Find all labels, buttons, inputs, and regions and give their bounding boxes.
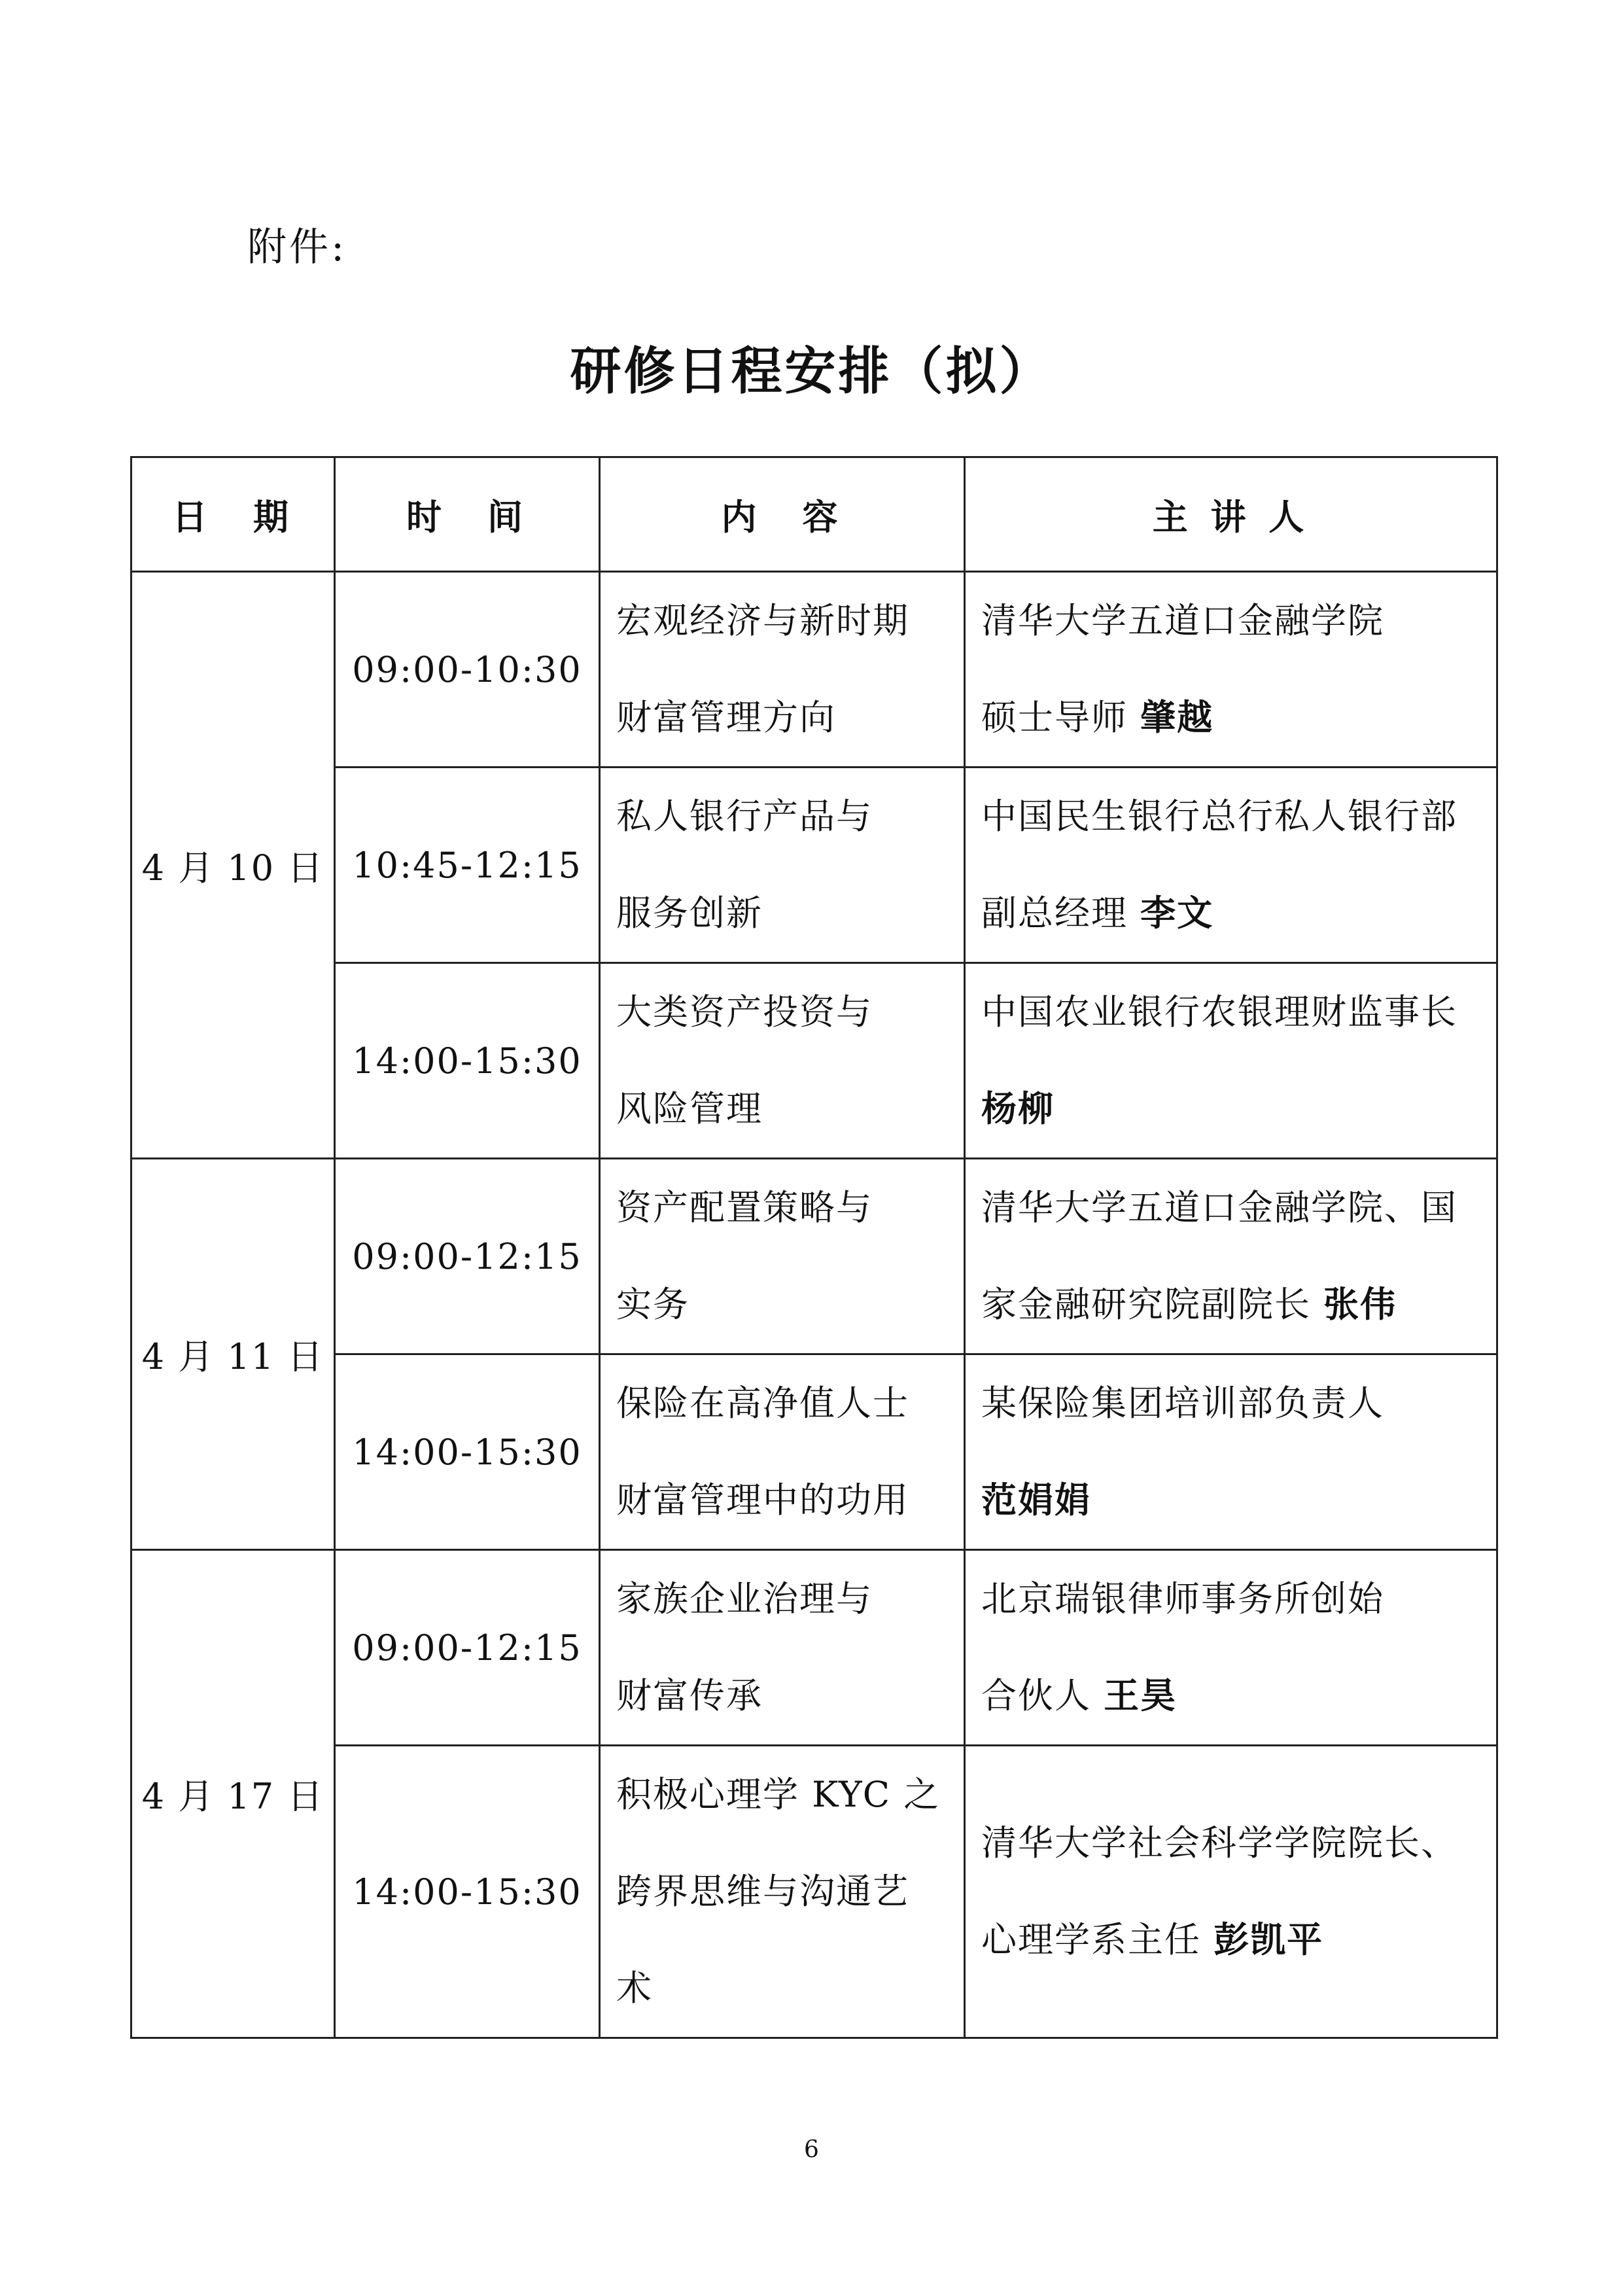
speaker-cell <box>965 1354 1497 1550</box>
speaker-line: 清华大学五道口金融学院 <box>981 600 1384 641</box>
table-row <box>131 1354 1497 1550</box>
speaker-line <box>981 1061 1480 1157</box>
header-content: 内 容 <box>600 457 965 572</box>
date-cell: 4 月 17 日 <box>131 1550 335 2038</box>
content-line: 跨界思维与沟通艺 <box>616 1871 909 1912</box>
schedule-table <box>130 456 1498 2039</box>
speaker-name: 张伟 <box>1323 1284 1397 1325</box>
speaker-name: 李文 <box>1140 892 1214 934</box>
header-time: 时 间 <box>335 457 600 572</box>
content-line: 积极心理学 KYC 之 <box>616 1774 941 1815</box>
content-line: 术 <box>616 1968 653 2009</box>
speaker-cell <box>965 963 1497 1159</box>
speaker-cell <box>965 1159 1497 1354</box>
speaker-line: 某保险集团培训部负责人 <box>981 1383 1384 1424</box>
content-line: 实务 <box>616 1284 689 1325</box>
table-row <box>131 1550 1497 1746</box>
speaker-line <box>981 1892 1480 1988</box>
content-line: 财富管理中的功用 <box>616 1479 909 1521</box>
speaker-line <box>981 1648 1480 1744</box>
speaker-cell <box>965 1550 1497 1746</box>
content-line: 保险在高净值人士 <box>616 1383 909 1424</box>
attachment-label: 附件: <box>247 224 347 270</box>
content-line: 服务创新 <box>616 892 763 934</box>
content-cell <box>600 768 965 963</box>
content-line: 宏观经济与新时期 <box>616 600 909 641</box>
speaker-title: 心理学系主任 <box>981 1919 1214 1960</box>
speaker-cell <box>965 1746 1497 2038</box>
header-date: 日 期 <box>131 457 335 572</box>
speaker-title: 合伙人 <box>981 1675 1104 1716</box>
time-cell: 09:00-12:15 <box>335 1550 600 1746</box>
speaker-line <box>981 1452 1480 1549</box>
content-cell <box>600 1354 965 1550</box>
table-header-row <box>131 457 1497 572</box>
time-cell: 14:00-15:30 <box>335 963 600 1159</box>
speaker-line <box>981 669 1480 766</box>
speaker-line <box>981 865 1480 962</box>
table-row <box>131 1746 1497 2038</box>
table-row <box>131 1159 1497 1354</box>
speaker-line: 中国农业银行农银理财监事长 <box>981 991 1457 1033</box>
content-line: 风险管理 <box>616 1088 763 1129</box>
page-title: 研修日程安排（拟） <box>570 342 1053 401</box>
content-cell <box>600 572 965 768</box>
time-cell: 09:00-12:15 <box>335 1159 600 1354</box>
content-line: 资产配置策略与 <box>616 1187 873 1228</box>
speaker-line: 清华大学五道口金融学院、国 <box>981 1187 1457 1228</box>
content-line: 大类资产投资与 <box>616 991 873 1033</box>
speaker-name: 彭凯平 <box>1213 1919 1324 1960</box>
date-cell: 4 月 11 日 <box>131 1159 335 1550</box>
date-cell: 4 月 10 日 <box>131 572 335 1159</box>
time-cell: 10:45-12:15 <box>335 768 600 963</box>
content-line: 家族企业治理与 <box>616 1578 873 1619</box>
page-number: 6 <box>804 2136 819 2163</box>
content-line: 财富传承 <box>616 1675 763 1716</box>
speaker-title: 副总经理 <box>981 892 1141 934</box>
time-cell: 09:00-10:30 <box>335 572 600 768</box>
speaker-cell <box>965 768 1497 963</box>
content-line: 财富管理方向 <box>616 697 836 738</box>
content-cell <box>600 963 965 1159</box>
content-line: 私人银行产品与 <box>616 796 873 837</box>
speaker-line: 北京瑞银律师事务所创始 <box>981 1578 1384 1619</box>
content-cell <box>600 1746 965 2038</box>
speaker-name: 肇越 <box>1140 697 1214 738</box>
table-row <box>131 768 1497 963</box>
speaker-line: 中国民生银行总行私人银行部 <box>981 796 1457 837</box>
speaker-cell <box>965 572 1497 768</box>
content-cell <box>600 1159 965 1354</box>
speaker-name: 范娟娟 <box>981 1479 1091 1521</box>
speaker-line: 清华大学社会科学学院院长、 <box>981 1822 1457 1863</box>
table-row <box>131 963 1497 1159</box>
speaker-name: 杨柳 <box>981 1088 1055 1129</box>
speaker-name: 王昊 <box>1104 1675 1178 1716</box>
speaker-line <box>981 1256 1480 1353</box>
speaker-title: 家金融研究院副院长 <box>981 1284 1324 1325</box>
header-speaker: 主 讲 人 <box>965 457 1497 572</box>
time-cell: 14:00-15:30 <box>335 1746 600 2038</box>
table-row <box>131 572 1497 768</box>
content-cell <box>600 1550 965 1746</box>
time-cell: 14:00-15:30 <box>335 1354 600 1550</box>
speaker-title: 硕士导师 <box>981 697 1141 738</box>
